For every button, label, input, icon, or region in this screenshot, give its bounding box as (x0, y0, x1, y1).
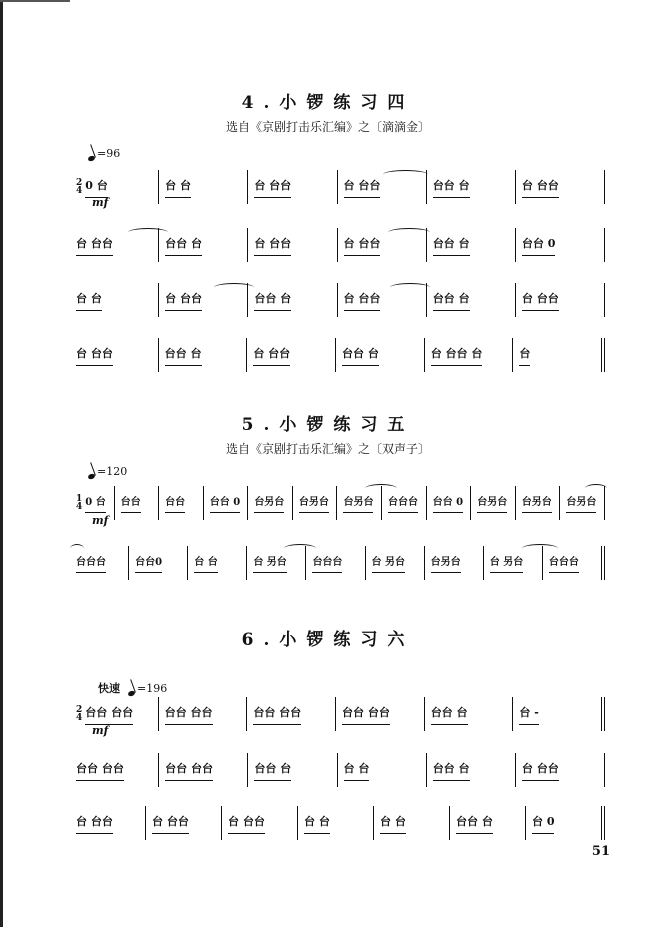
measure (159, 170, 248, 204)
measure-text: 台台 台 (433, 177, 470, 198)
measure-text: 台另台 (343, 493, 373, 513)
measure-text: 台 台 (344, 760, 370, 781)
measure-text: 台 台台 (165, 290, 202, 311)
measure-text: 台 台台 (152, 813, 189, 834)
measure-text: 台台 台台 (165, 760, 213, 781)
measure-text: 台台台 (312, 553, 342, 573)
measure (425, 546, 484, 580)
measure-text: 台台 台台 (85, 704, 133, 725)
tempo-marking (98, 680, 167, 696)
tie-mark (128, 228, 168, 237)
measure (247, 697, 336, 731)
measure-text: 台 台台 (522, 290, 559, 311)
measure-text: 台台 台 (456, 813, 493, 834)
measure-text: 台 台台 (254, 235, 291, 256)
measure (336, 338, 425, 372)
measure-final (513, 338, 605, 372)
measure-text: 台 (519, 345, 530, 366)
measure (247, 338, 336, 372)
score-row (70, 486, 605, 520)
measure-text: 台台 台 (433, 235, 470, 256)
tie-mark (383, 170, 428, 179)
measure-repeat-end (513, 697, 605, 731)
measure-text: 台台 台 (342, 345, 379, 366)
measure-text: 台台 0 (522, 235, 555, 256)
measure (70, 170, 159, 204)
measure-text: 台台台 (388, 493, 418, 513)
measure-text: 台 台台 (522, 760, 559, 781)
measure-text: 台 台台 (344, 235, 381, 256)
measure (248, 753, 337, 787)
tie-mark (214, 283, 254, 292)
quarter-note-icon (87, 473, 95, 480)
tempo-value: =96 (97, 147, 121, 160)
score-row (70, 283, 605, 317)
measure-text: 台台 台 (254, 290, 291, 311)
measure (204, 486, 249, 520)
measure (471, 486, 516, 520)
tempo-marking (88, 464, 127, 479)
measure-text: 台台 (121, 493, 141, 513)
measure (338, 753, 427, 787)
measure (129, 546, 188, 580)
measure-text: 台 台 (194, 553, 217, 573)
score-row (70, 806, 605, 840)
page-corner-mark (0, 0, 70, 2)
measure (159, 697, 248, 731)
measure (336, 697, 425, 731)
measure (427, 283, 516, 317)
measure (516, 753, 605, 787)
measure-text: 台台 台 (433, 760, 470, 781)
measure (159, 753, 248, 787)
measure-text: 台 台 (165, 177, 191, 198)
tempo-word: 快速 (98, 682, 120, 695)
measure (516, 170, 605, 204)
measure (159, 486, 204, 520)
measure-text: 台台0 (135, 553, 162, 573)
measure (70, 486, 115, 520)
measure-text: 台台 台 (165, 235, 202, 256)
measure-text: 台台 台 (431, 704, 468, 725)
measure (159, 228, 248, 262)
measure (70, 753, 159, 787)
tie-mark (522, 544, 558, 553)
measure-text: 台台 台台 (342, 704, 390, 725)
measure (516, 283, 605, 317)
tie-mark (388, 228, 430, 237)
measure-text: 台台 0 (433, 493, 463, 513)
measure (70, 697, 159, 731)
measure-final (526, 806, 605, 840)
measure (516, 228, 605, 262)
measure (70, 338, 159, 372)
quarter-note-icon (87, 155, 95, 162)
time-signature: 2 4 (76, 705, 83, 723)
measure-text: 台 台台 (76, 235, 113, 256)
measure (427, 228, 516, 262)
measure (374, 806, 450, 840)
measure-text: 台 台台 (76, 345, 113, 366)
measure (516, 486, 561, 520)
section-title: 4.小锣练习四 (241, 93, 415, 113)
measure-text: 台 台台 (344, 290, 381, 311)
measure (248, 228, 337, 262)
score-row (70, 753, 605, 787)
measure-text: 台另台 (566, 493, 596, 513)
measure-text: 台 台台 (522, 177, 559, 198)
measure-text: 台台 台 (254, 760, 291, 781)
section-title: 6.小锣练习六 (241, 630, 415, 650)
measure-text: 台台 (165, 493, 185, 513)
dynamic-marking: mf (92, 724, 109, 737)
measure (425, 338, 514, 372)
measure-text: 台台 台 (433, 290, 470, 311)
tempo-value: =120 (97, 465, 128, 478)
measure (70, 283, 159, 317)
measure-text: 台台 台台 (76, 760, 124, 781)
quarter-note-icon (127, 689, 135, 696)
measure-text: 台另台 (477, 493, 507, 513)
measure-text: 台 台台 (344, 177, 381, 198)
tie-mark (390, 283, 430, 292)
measure (293, 486, 338, 520)
measure-text: 台台台 (76, 553, 106, 573)
measure-text: 台 另台 (253, 553, 286, 573)
section-source: 选自《京剧打击乐汇编》之〔滴滴金〕 (225, 120, 430, 134)
measure (366, 546, 425, 580)
time-signature: 2 4 (76, 178, 83, 196)
time-signature: 1 4 (76, 494, 83, 512)
measure (427, 486, 472, 520)
measure (146, 806, 222, 840)
tempo-marking (88, 146, 120, 161)
measure (222, 806, 298, 840)
tie-mark (365, 484, 397, 493)
measure (248, 283, 337, 317)
measure-text: 台 台台 (254, 177, 291, 198)
tie-mark (284, 544, 316, 553)
tie-mark (585, 484, 607, 493)
measure-text: 台 台台 (76, 813, 113, 834)
measure-text: 台台 台 (165, 345, 202, 366)
measure-text: 台 台 (76, 290, 102, 311)
score-row (70, 170, 605, 204)
measure (188, 546, 247, 580)
dynamic-marking: mf (92, 514, 109, 527)
measure-text: 台 另台 (490, 553, 523, 573)
measure-text: 台 - (519, 704, 538, 725)
measure (427, 170, 516, 204)
measure-text: 台另台 (431, 553, 461, 573)
measure-text: 台台 台台 (165, 704, 213, 725)
measure (115, 486, 160, 520)
section-source: 选自《京剧打击乐汇编》之〔双声子〕 (225, 442, 430, 456)
score-row (70, 697, 605, 731)
measure (248, 486, 293, 520)
measure (159, 338, 248, 372)
measure-text: 台台 0 (210, 493, 240, 513)
measure-text: 台 0 (532, 813, 554, 834)
measure-text: 台 另台 (372, 553, 405, 573)
measure (427, 753, 516, 787)
measure-text: 台另台 (299, 493, 329, 513)
measure (298, 806, 374, 840)
measure-text: 台 台台 (253, 345, 290, 366)
measure-text: 台 台台 (228, 813, 265, 834)
tie-mark (70, 544, 84, 553)
measure (425, 697, 514, 731)
measure (70, 806, 146, 840)
score-row (70, 338, 605, 372)
section-title: 5.小锣练习五 (241, 415, 415, 435)
measure-text: 台台台 (549, 553, 579, 573)
page-number: 51 (591, 844, 610, 859)
dynamic-marking: mf (92, 196, 109, 209)
measure (450, 806, 526, 840)
measure (248, 170, 337, 204)
measure-text: 台 台 (304, 813, 330, 834)
measure-text: 台 台台 台 (431, 345, 483, 366)
measure-text: 0 台 (85, 177, 107, 198)
tempo-value: =196 (137, 681, 168, 695)
measure-text: 0 台 (85, 493, 105, 513)
binding-edge (0, 0, 3, 927)
measure-text: 台 台 (380, 813, 406, 834)
measure-text: 台另台 (254, 493, 284, 513)
measure-text: 台台 台台 (253, 704, 301, 725)
measure-text: 台另台 (522, 493, 552, 513)
